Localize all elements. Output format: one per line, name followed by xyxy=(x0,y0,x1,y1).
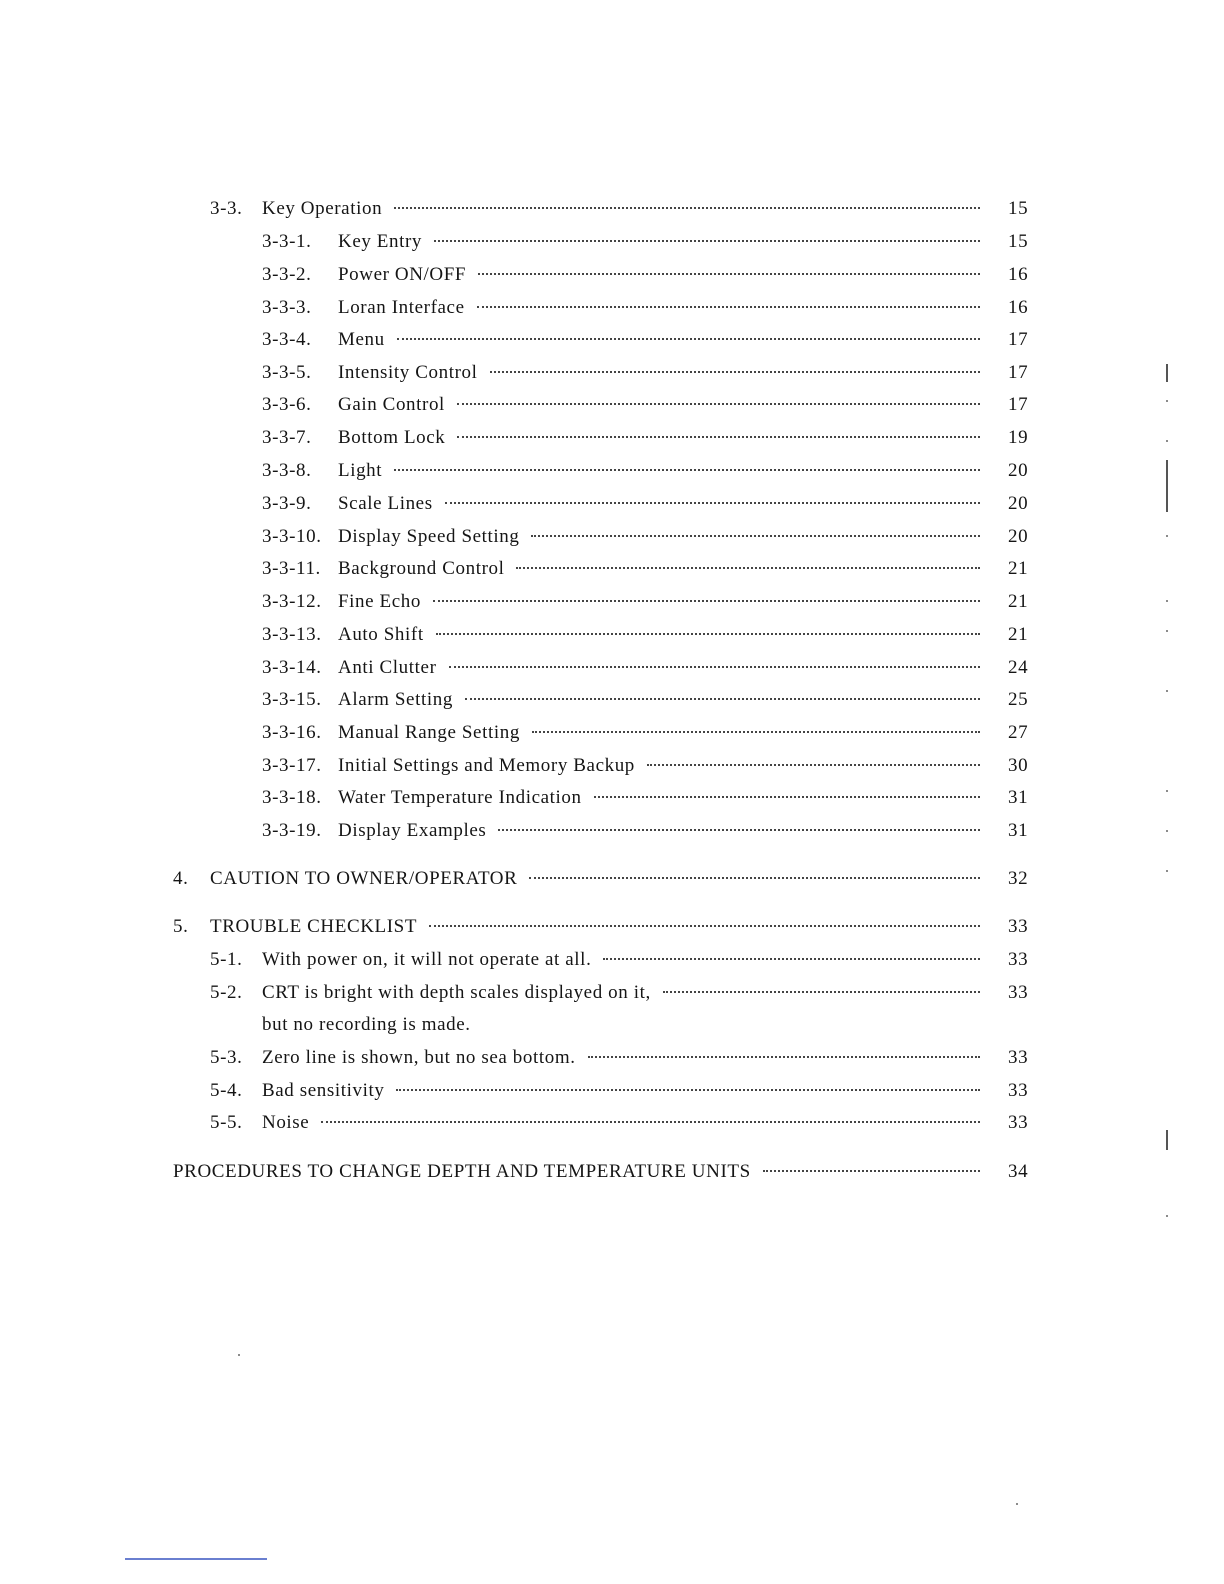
dot-leader xyxy=(436,633,980,635)
toc-entry-page: 25 xyxy=(1008,689,1029,710)
toc-entry-page: 33 xyxy=(1008,1112,1029,1133)
toc-entry xyxy=(262,787,988,817)
toc-entry-number: 3-3-2. xyxy=(262,264,312,285)
toc-entry-title: CAUTION TO OWNER/OPERATOR xyxy=(210,868,518,889)
toc-entry-number: 3-3-19. xyxy=(262,820,322,841)
dot-leader xyxy=(516,567,980,569)
dot-leader xyxy=(594,796,980,798)
toc-entry-title: Anti Clutter xyxy=(338,657,437,678)
toc-entry-number: 3-3-1. xyxy=(262,231,312,252)
toc-entry-number: 3-3-16. xyxy=(262,722,322,743)
toc-entry xyxy=(173,916,988,946)
dot-leader xyxy=(321,1121,980,1123)
toc-entry xyxy=(173,868,988,898)
toc-entry-title: Noise xyxy=(262,1112,310,1133)
toc-entry-number: 3-3-17. xyxy=(262,755,322,776)
toc-entry-number: 5-2. xyxy=(210,982,243,1003)
toc-entry xyxy=(210,198,988,228)
toc-entry xyxy=(262,460,988,490)
dot-leader xyxy=(457,403,980,405)
toc-entry-title: Auto Shift xyxy=(338,624,424,645)
toc-entry-title: Bad sensitivity xyxy=(262,1080,385,1101)
toc-entry xyxy=(262,722,988,752)
toc-entry-page: 33 xyxy=(1008,916,1029,937)
toc-entry-page: 20 xyxy=(1008,493,1029,514)
scan-artifact xyxy=(1166,1215,1168,1217)
toc-entry-title: Background Control xyxy=(338,558,505,579)
toc-entry-number: 3-3-3. xyxy=(262,297,312,318)
toc-entry-number: 3-3-13. xyxy=(262,624,322,645)
toc-entry-page: 33 xyxy=(1008,1080,1029,1101)
toc-entry-number: 3-3-5. xyxy=(262,362,312,383)
toc-entry-page: 31 xyxy=(1008,787,1029,808)
toc-entry-number: 3-3-11. xyxy=(262,558,321,579)
toc-entry xyxy=(262,526,988,556)
toc-entry-number: 5-1. xyxy=(210,949,243,970)
scan-artifact xyxy=(1166,440,1168,442)
toc-entry-continuation xyxy=(262,1014,988,1044)
toc-entry-page: 16 xyxy=(1008,264,1029,285)
dot-leader xyxy=(532,731,980,733)
toc-entry xyxy=(210,1080,988,1110)
scan-artifact xyxy=(1166,830,1168,832)
toc-entry-page: 20 xyxy=(1008,526,1029,547)
toc-entry-number: 3-3-14. xyxy=(262,657,322,678)
toc-entry-title: Bottom Lock xyxy=(338,427,446,448)
scan-artifact xyxy=(1166,1130,1168,1150)
toc-entry-page: 31 xyxy=(1008,820,1029,841)
dot-leader xyxy=(397,338,980,340)
toc-entry-number: 3-3-6. xyxy=(262,394,312,415)
scan-artifact xyxy=(1166,364,1168,382)
dot-leader xyxy=(457,436,980,438)
toc-entry xyxy=(262,755,988,785)
toc-entry xyxy=(210,982,988,1012)
toc-entry-number: 3-3-18. xyxy=(262,787,322,808)
toc-entry-title: Display Speed Setting xyxy=(338,526,520,547)
scan-artifact xyxy=(1166,790,1168,792)
toc-entry xyxy=(262,329,988,359)
toc-entry-page: 33 xyxy=(1008,949,1029,970)
toc-entry xyxy=(262,624,988,654)
toc-entry-page: 21 xyxy=(1008,558,1029,579)
dot-leader xyxy=(465,698,980,700)
dot-leader xyxy=(663,991,980,993)
toc-entry-title: Intensity Control xyxy=(338,362,478,383)
toc-entry-page: 16 xyxy=(1008,297,1029,318)
scan-artifact xyxy=(1166,600,1168,602)
toc-entry xyxy=(210,949,988,979)
dot-leader xyxy=(529,877,980,879)
toc-entry xyxy=(210,1047,988,1077)
toc-entry-number: 3-3-7. xyxy=(262,427,312,448)
dot-leader xyxy=(647,764,980,766)
toc-entry-title: Power ON/OFF xyxy=(338,264,467,285)
toc-entry-page: 15 xyxy=(1008,198,1029,219)
dot-leader xyxy=(603,958,980,960)
toc-entry xyxy=(262,493,988,523)
toc-entry-number: 3-3-10. xyxy=(262,526,322,547)
toc-entry xyxy=(262,657,988,687)
toc-entry-number: 3-3-9. xyxy=(262,493,312,514)
dot-leader xyxy=(531,535,980,537)
scan-artifact xyxy=(1016,1503,1018,1505)
toc-entry-title: With power on, it will not operate at all. xyxy=(262,949,592,970)
toc-entry-number: 3-3-15. xyxy=(262,689,322,710)
toc-entry-title: Light xyxy=(338,460,383,481)
toc-entry xyxy=(262,394,988,424)
scan-rule-line xyxy=(125,1558,267,1560)
toc-entry-title: but no recording is made. xyxy=(262,1014,471,1035)
toc-entry-title: Display Examples xyxy=(338,820,487,841)
scan-artifact xyxy=(1166,870,1168,872)
toc-entry xyxy=(173,1161,988,1191)
toc-entry xyxy=(262,689,988,719)
toc-entry-title: Key Operation xyxy=(262,198,383,219)
toc-entry-page: 20 xyxy=(1008,460,1029,481)
toc-entry-page: 30 xyxy=(1008,755,1029,776)
toc-entry-title: Water Temperature Indication xyxy=(338,787,582,808)
toc-entry-page: 21 xyxy=(1008,591,1029,612)
toc-entry xyxy=(262,558,988,588)
toc-entry xyxy=(262,231,988,261)
toc-entry-page: 17 xyxy=(1008,362,1029,383)
toc-entry xyxy=(210,1112,988,1142)
toc-entry-title: Menu xyxy=(338,329,385,350)
dot-leader xyxy=(477,306,980,308)
toc-entry-number: 3-3-12. xyxy=(262,591,322,612)
toc-entry-page: 24 xyxy=(1008,657,1029,678)
dot-leader xyxy=(434,240,980,242)
scan-artifact xyxy=(238,1354,240,1356)
toc-entry-title: Alarm Setting xyxy=(338,689,453,710)
toc-entry xyxy=(262,820,988,850)
toc-entry-page: 32 xyxy=(1008,868,1029,889)
toc-entry-page: 33 xyxy=(1008,1047,1029,1068)
toc-entry-title: Manual Range Setting xyxy=(338,722,520,743)
dot-leader xyxy=(429,925,980,927)
toc-entry xyxy=(262,591,988,621)
toc-entry xyxy=(262,264,988,294)
toc-entry-number: 4. xyxy=(173,868,189,889)
toc-entry-page: 27 xyxy=(1008,722,1029,743)
dot-leader xyxy=(588,1056,980,1058)
toc-entry-number: 5. xyxy=(173,916,189,937)
toc-entry-title: Key Entry xyxy=(338,231,423,252)
toc-entry-page: 19 xyxy=(1008,427,1029,448)
scan-artifact xyxy=(1166,690,1168,692)
dot-leader xyxy=(445,502,980,504)
toc-entry-title: CRT is bright with depth scales displayed on it, xyxy=(262,982,651,1003)
toc-entry-page: 33 xyxy=(1008,982,1029,1003)
scan-artifact xyxy=(1166,630,1168,632)
dot-leader xyxy=(396,1089,980,1091)
toc-entry-title: Initial Settings and Memory Backup xyxy=(338,755,635,776)
dot-leader xyxy=(394,207,980,209)
toc-entry-number: 5-3. xyxy=(210,1047,243,1068)
dot-leader xyxy=(490,371,981,373)
toc-entry-title: TROUBLE CHECKLIST xyxy=(210,916,418,937)
dot-leader xyxy=(763,1170,980,1172)
toc-entry-number: 5-4. xyxy=(210,1080,243,1101)
dot-leader xyxy=(394,469,980,471)
toc-entry-page: 17 xyxy=(1008,394,1029,415)
toc-entry-page: 34 xyxy=(1008,1161,1029,1182)
dot-leader xyxy=(433,600,980,602)
scan-artifact xyxy=(1166,535,1168,537)
dot-leader xyxy=(498,829,980,831)
toc-entry xyxy=(262,297,988,327)
scan-artifact xyxy=(1166,460,1168,512)
toc-entry-title: Scale Lines xyxy=(338,493,433,514)
toc-entry xyxy=(262,427,988,457)
toc-entry-title: Gain Control xyxy=(338,394,445,415)
toc-entry-page: 17 xyxy=(1008,329,1029,350)
toc-entry xyxy=(262,362,988,392)
scan-artifact xyxy=(1166,400,1168,402)
toc-entry-number: 3-3-4. xyxy=(262,329,312,350)
toc-entry-title: Zero line is shown, but no sea bottom. xyxy=(262,1047,576,1068)
toc-entry-title: PROCEDURES TO CHANGE DEPTH AND TEMPERATURE UNITS xyxy=(173,1161,751,1182)
toc-entry-title: Fine Echo xyxy=(338,591,421,612)
toc-entry-number: 3-3. xyxy=(210,198,243,219)
dot-leader xyxy=(478,273,980,275)
dot-leader xyxy=(449,666,981,668)
toc-entry-number: 3-3-8. xyxy=(262,460,312,481)
toc-entry-number: 5-5. xyxy=(210,1112,243,1133)
toc-entry-page: 21 xyxy=(1008,624,1029,645)
toc-entry-title: Loran Interface xyxy=(338,297,465,318)
toc-entry-page: 15 xyxy=(1008,231,1029,252)
